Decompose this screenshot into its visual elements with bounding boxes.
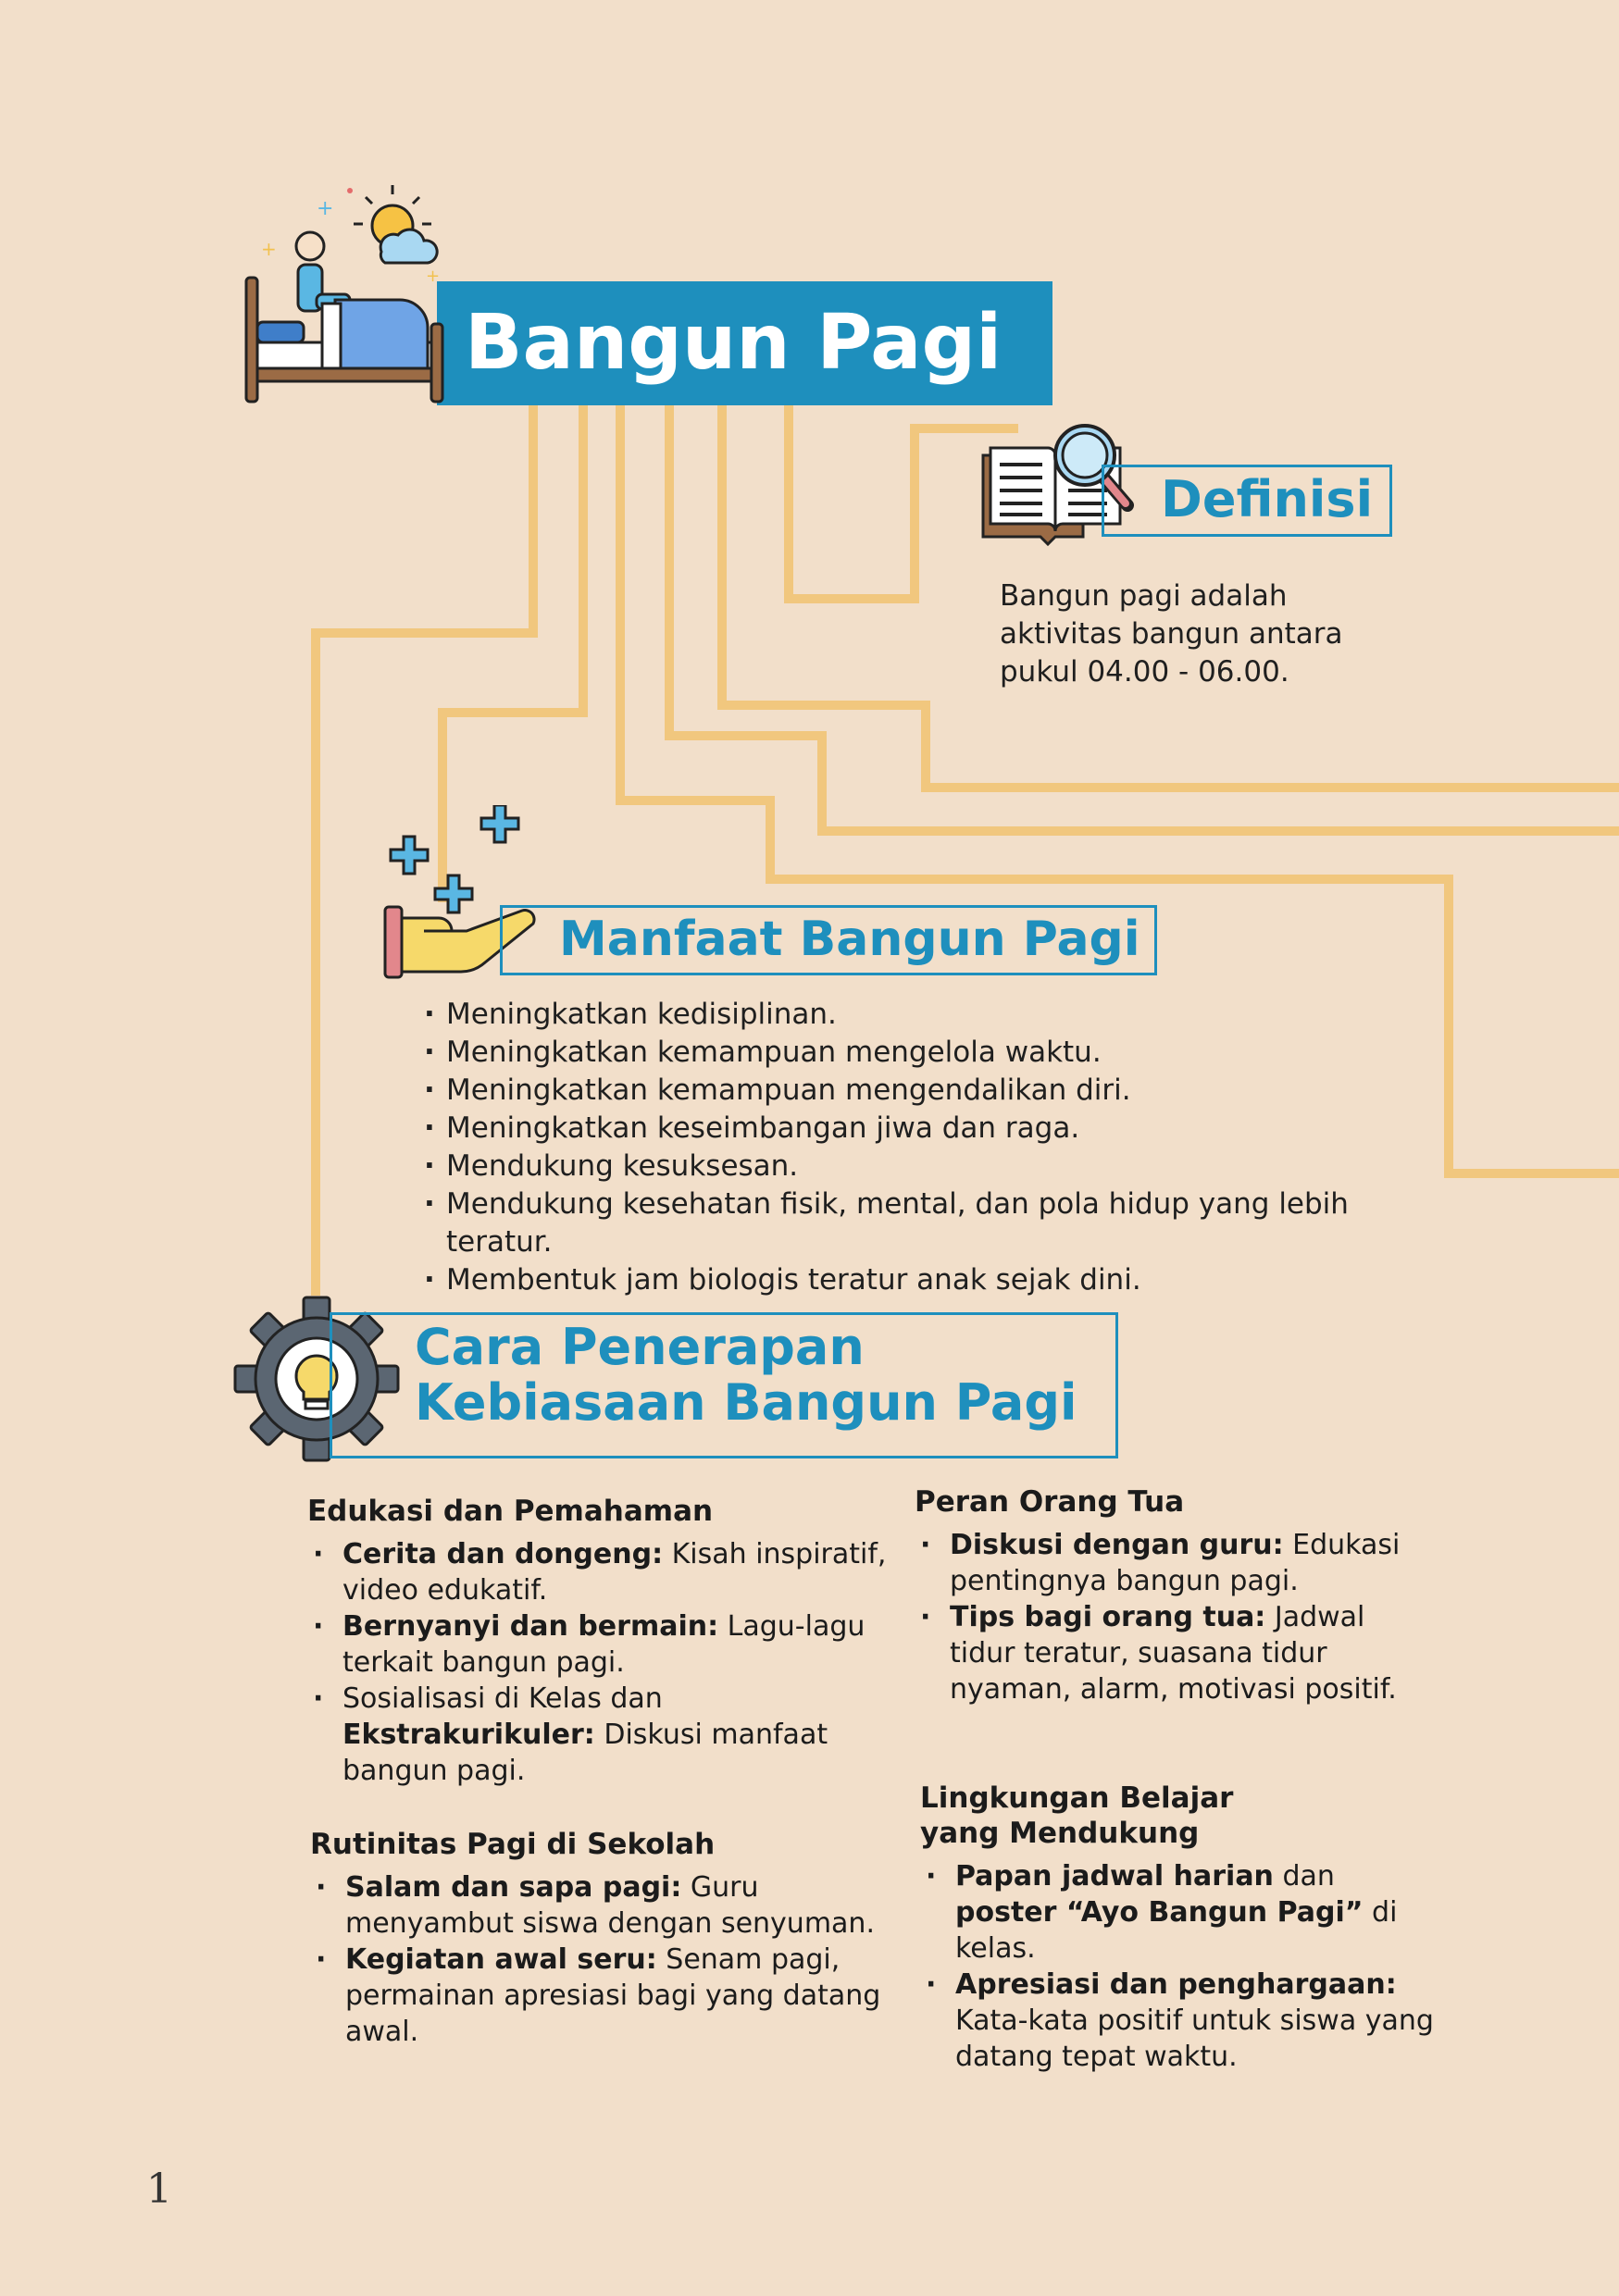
list-item: · Kegiatan awal seru: Senam pagi, permainan apresiasi bagi yang datang awal. [310, 1942, 903, 2050]
manfaat-list [424, 996, 1350, 1299]
list-item: · Sosialisasi di Kelas dan Ekstrakurikuler: Diskusi manfaat bangun pagi. [307, 1681, 900, 1789]
manfaat-item: · Meningkatkan kemampuan mengendalikan diri. [424, 1072, 1350, 1110]
definisi-heading: Definisi [1161, 470, 1374, 528]
rutinitas-section [310, 1827, 903, 2050]
lingkungan-title: Lingkungan Belajar yang Mendukung [920, 1781, 1234, 1850]
page-title: Bangun Pagi [465, 299, 1003, 387]
svg-text:+: + [426, 267, 441, 286]
list-item: · Cerita dan dongeng: Kisah inspiratif, video edukatif. [307, 1536, 900, 1608]
definisi-text: Bangun pagi adalah aktivitas bangun antara pukul 04.00 - 06.00. [1000, 579, 1343, 689]
peran-section [915, 1484, 1433, 1707]
cara-heading-line2: Kebiasaan Bangun Pagi [415, 1373, 1077, 1432]
svg-text:+: + [317, 197, 334, 220]
bed-sun-icon [243, 185, 455, 407]
manfaat-item: · Mendukung kesuksesan. [424, 1148, 1350, 1185]
list-item: · Salam dan sapa pagi: Guru menyambut siswa dengan senyuman. [310, 1869, 903, 1942]
lingkungan-section [920, 1781, 1438, 2075]
manfaat-heading: Manfaat Bangun Pagi [559, 912, 1140, 967]
cara-heading [415, 1320, 1077, 1431]
list-item: · Bernyanyi dan bermain: Lagu-lagu terkait bangun pagi. [307, 1608, 900, 1681]
manfaat-item: · Mendukung kesehatan fisik, mental, dan pola hidup yang lebih teratur. [424, 1185, 1350, 1261]
page-number: 1 [146, 2166, 172, 2213]
manfaat-item: · Meningkatkan kedisiplinan. [424, 996, 1350, 1034]
list-item: · Papan jadwal harian dan poster “Ayo Bangun Pagi” di kelas. [920, 1858, 1438, 1967]
list-item: · Diskusi dengan guru: Edukasi pentingnya bangun pagi. [915, 1527, 1433, 1599]
peran-title: Peran Orang Tua [915, 1485, 1185, 1519]
list-item: · Tips bagi orang tua: Jadwal tidur teratur, suasana tidur nyaman, alarm, motivasi positif. [915, 1599, 1433, 1707]
cara-heading-line1: Cara Penerapan [415, 1318, 865, 1376]
edukasi-title: Edukasi dan Pemahaman [307, 1495, 714, 1528]
list-item: · Apresiasi dan penghargaan: Kata-kata positif untuk siswa yang datang tepat waktu. [920, 1967, 1438, 2075]
edukasi-section [307, 1494, 900, 1789]
svg-text:+: + [261, 238, 277, 260]
manfaat-item: · Membentuk jam biologis teratur anak sejak dini. [424, 1261, 1350, 1299]
rutinitas-title: Rutinitas Pagi di Sekolah [310, 1828, 716, 1861]
manfaat-item: · Meningkatkan keseimbangan jiwa dan raga. [424, 1110, 1350, 1148]
manfaat-item: · Meningkatkan kemampuan mengelola waktu. [424, 1034, 1350, 1072]
